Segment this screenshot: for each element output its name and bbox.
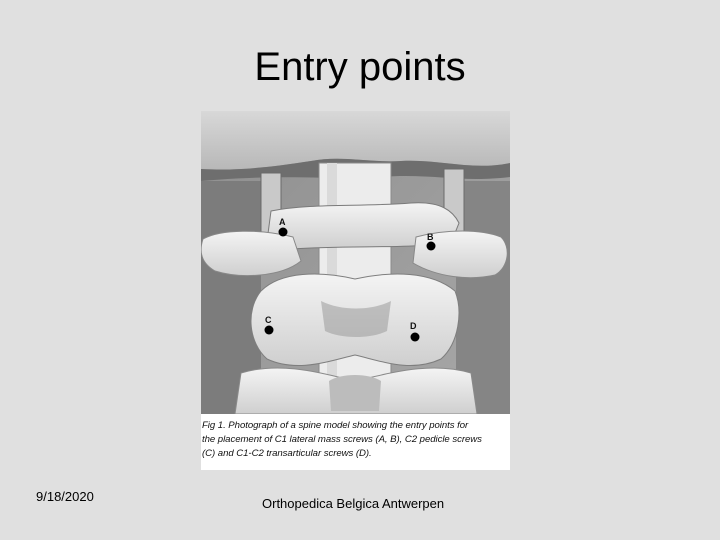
spine-model-photo (201, 111, 510, 414)
marker-label-c: C (265, 315, 272, 325)
footer-date: 9/18/2020 (36, 489, 94, 504)
figure-caption (202, 419, 509, 461)
caption-line: (C) and C1-C2 transarticular screws (D). (202, 448, 372, 459)
caption-line: Fig 1. Photograph of a spine model showing the entry points for (202, 420, 469, 431)
slide-title: Entry points (254, 45, 466, 89)
figure (201, 111, 510, 470)
marker-label-a: A (279, 217, 286, 227)
marker-label-d: D (410, 321, 417, 331)
marker-label-b: B (427, 232, 434, 242)
footer-text: Orthopedica Belgica Antwerpen (262, 496, 445, 511)
caption-line: the placement of C1 lateral mass screws (A, B), C2 pedicle screws (202, 434, 482, 445)
